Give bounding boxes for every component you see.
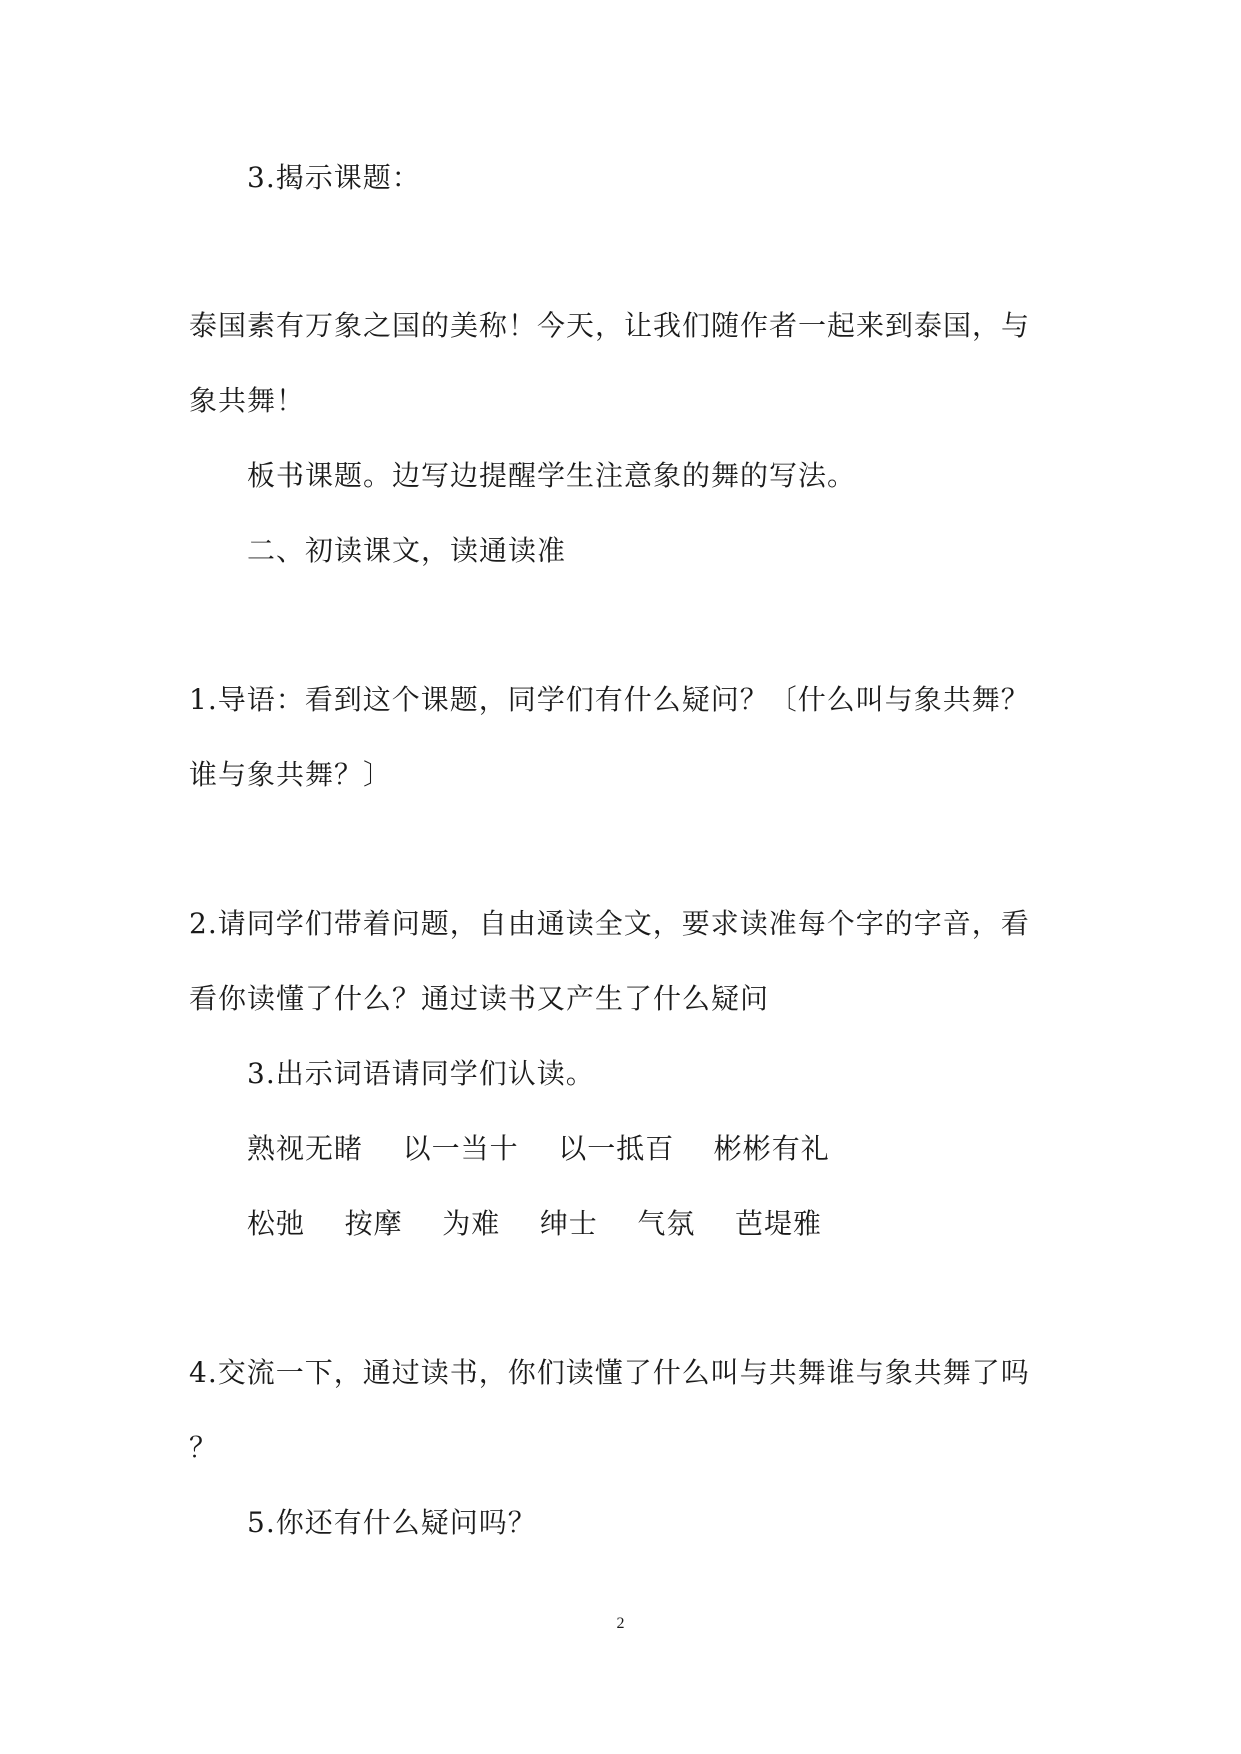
lead-in-line-2: 谁与象共舞？〕: [189, 758, 393, 791]
questions-line: 5.你还有什么疑问吗？: [247, 1506, 537, 1539]
intro-paragraph-line-2: 象共舞！: [189, 384, 306, 417]
reading-task-line-2: 看你读懂了什么？通过读书又产生了什么疑问: [189, 982, 770, 1015]
lead-in-line-1: 1.导语：看到这个课题，同学们有什么疑问？〔什么叫与象共舞？: [189, 683, 1030, 716]
discussion-line-1: 4.交流一下，通过读书，你们读懂了什么叫与共舞谁与象共舞了吗: [189, 1356, 1030, 1389]
vocabulary-row-2: 松弛 按摩 为难 绅士 气氛 芭堤雅: [247, 1207, 823, 1240]
section-heading: 二、初读课文，读通读准: [247, 534, 567, 567]
page-number: 2: [616, 1615, 625, 1632]
blackboard-note: 板书课题。边写边提醒学生注意象的舞的写法。: [247, 459, 857, 492]
vocabulary-instruction: 3.出示词语请同学们认读。: [247, 1057, 595, 1090]
vocabulary-row-1: 熟视无睹 以一当十 以一抵百 彬彬有礼: [247, 1132, 830, 1165]
step-reveal-title: 3.揭示课题：: [247, 161, 421, 194]
intro-paragraph-line-1: 泰国素有万象之国的美称！今天，让我们随作者一起来到泰国，与: [189, 309, 1031, 342]
reading-task-line-1: 2.请同学们带着问题，自由通读全文，要求读准每个字的字音，看: [189, 907, 1030, 940]
discussion-line-2: ？: [189, 1431, 219, 1464]
